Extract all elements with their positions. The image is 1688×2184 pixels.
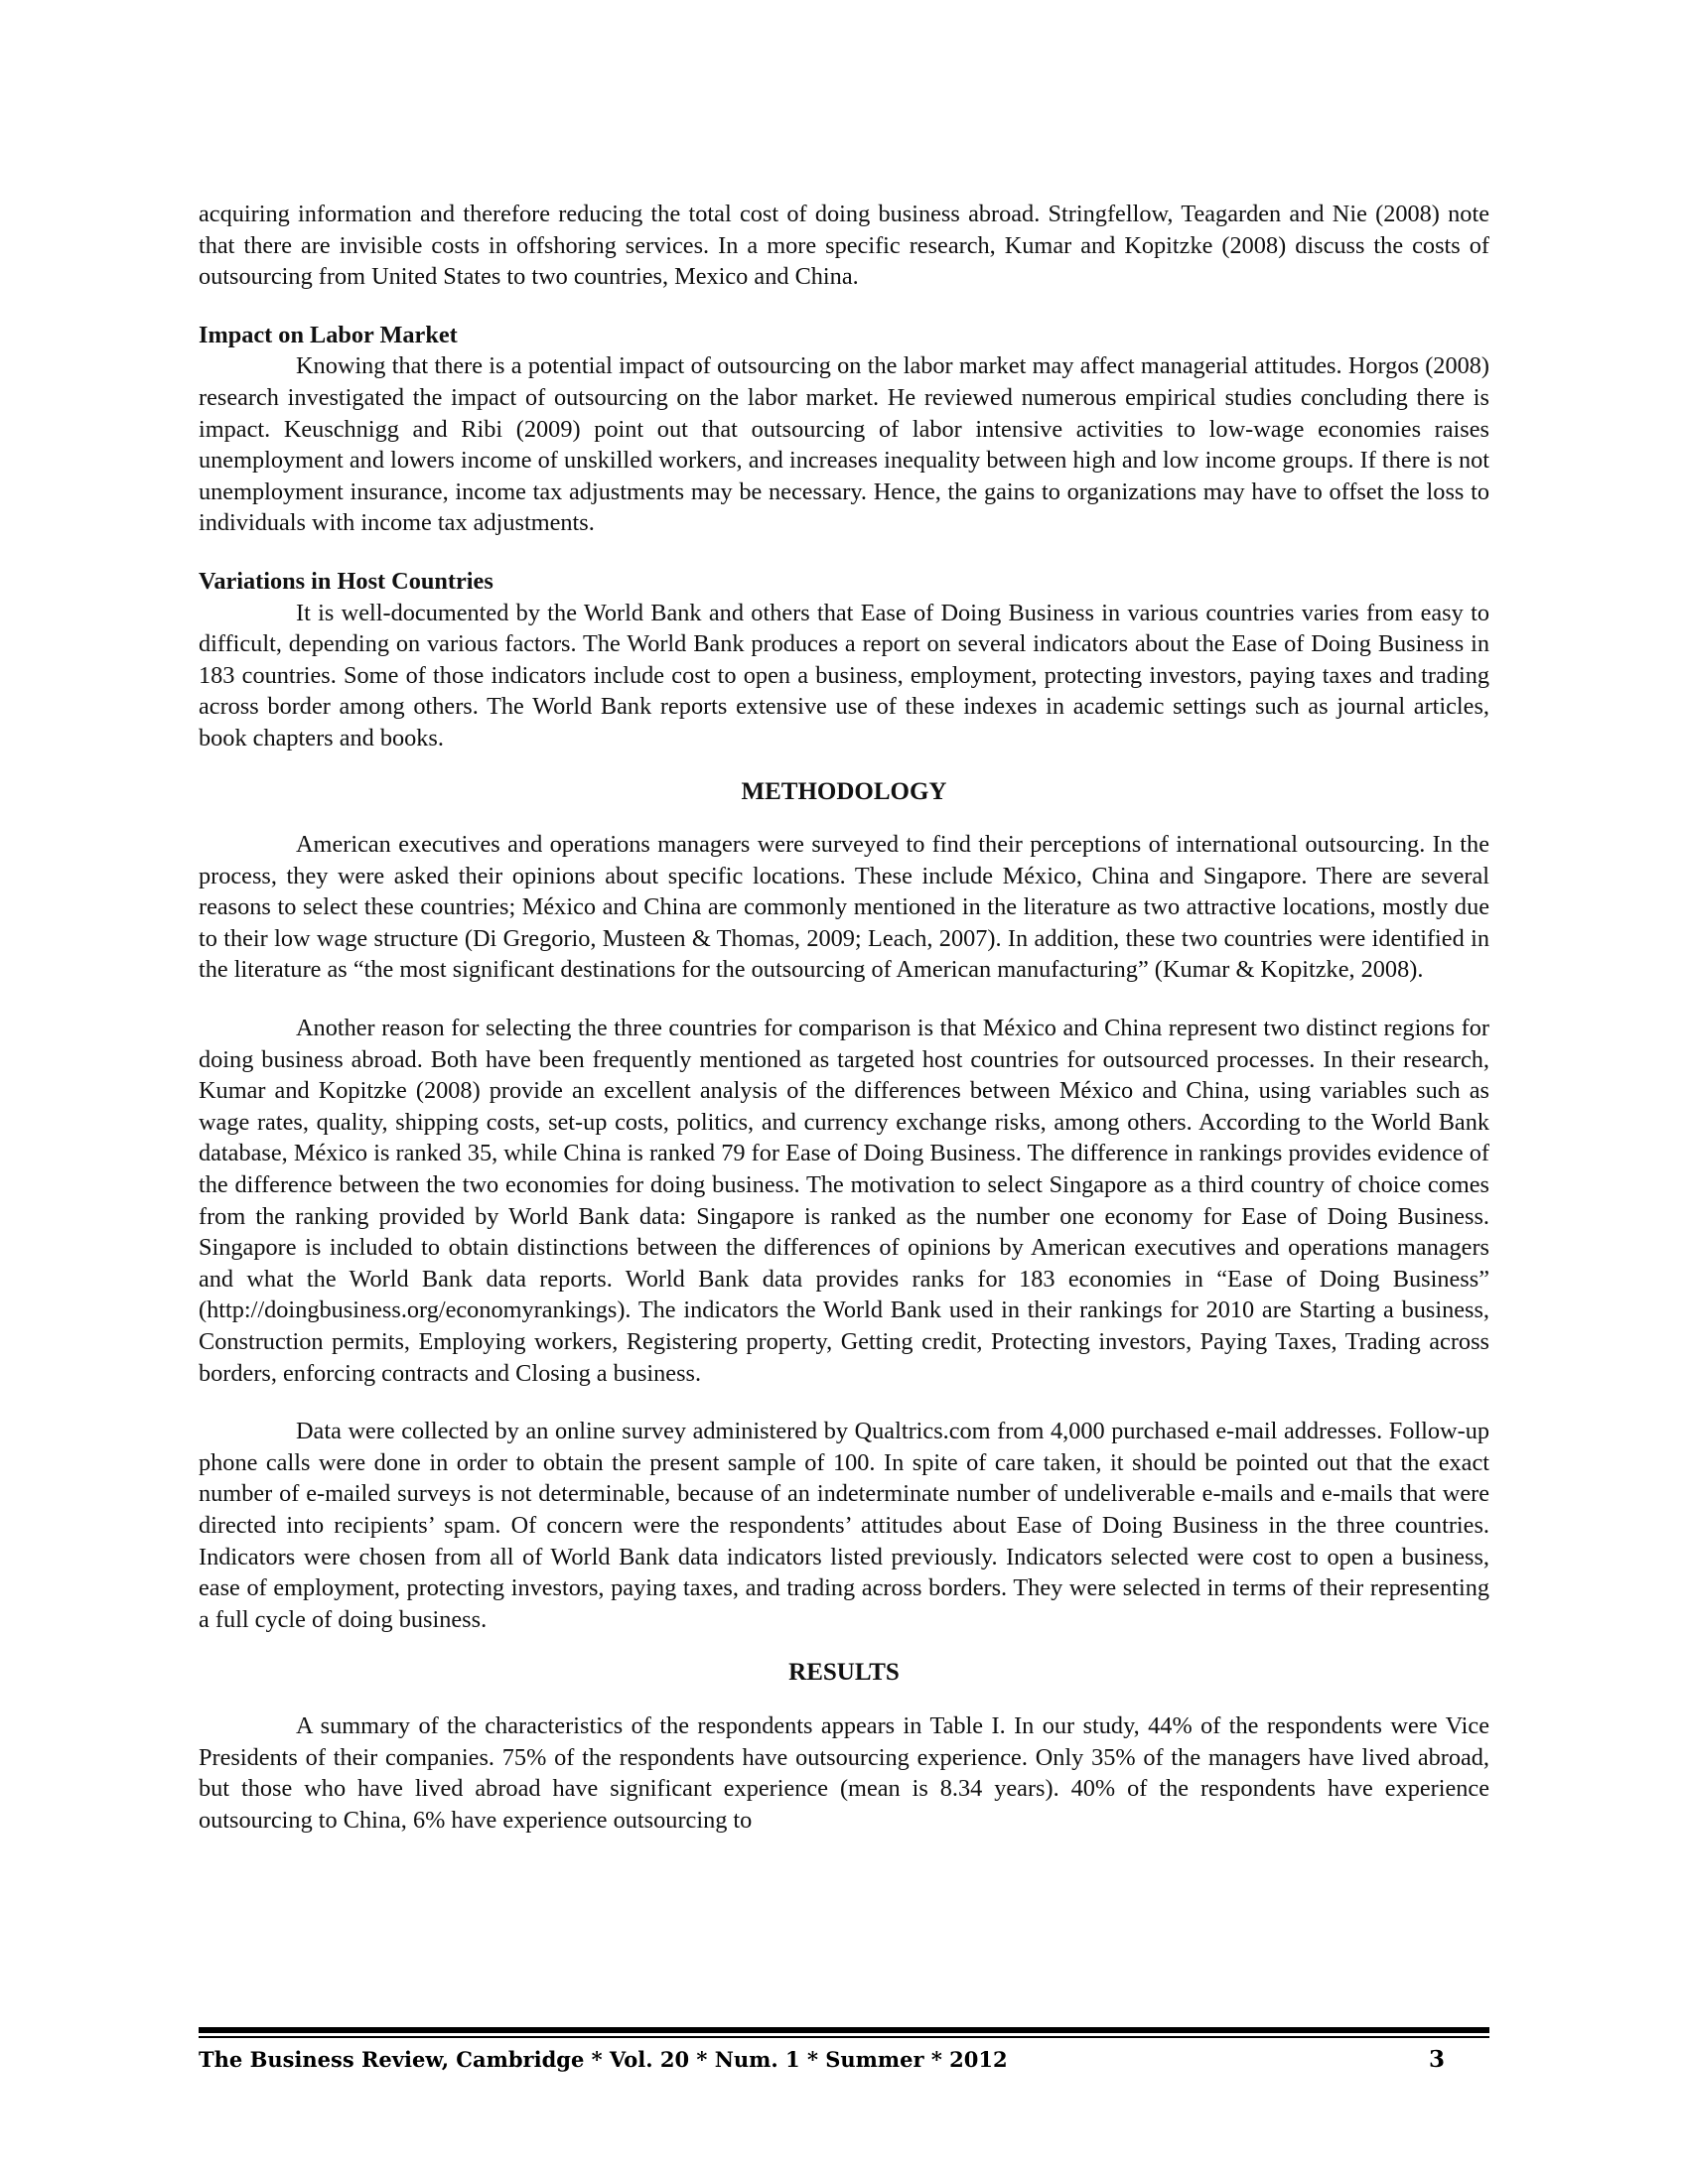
results-heading: RESULTS: [788, 1659, 900, 1687]
host-countries-paragraph: It is well-documented by the World Bank and others that Ease of Doing Business in various countries varies from easy to difficult, depending on various factors. The World Bank produces a report on several indicators about the Ease of Doing Business in 183 countries. Some of those indicators include cost to open a business, employment, protecting investors, paying taxes and trading across border among others. The World Bank reports extensive use of these indexes in academic settings such as journal articles, book chapters and books.: [199, 599, 1489, 751]
page-body: [199, 199, 1489, 1836]
labor-market-heading: Impact on Labor Market: [199, 321, 458, 348]
methodology-heading: METHODOLOGY: [741, 777, 947, 805]
page-number: 3: [1428, 2046, 1445, 2073]
intro-paragraph: acquiring information and therefore reducing the total cost of doing business abroad. Stringfellow, Teagarden and Nie (2008) note that there are invisible costs in offshoring services. In a more specific research, Kumar and Kopitzke (2008) discuss the costs of outsourcing from United States to two countries, Mexico and China.: [199, 201, 1489, 291]
methodology-paragraph-3: Data were collected by an online survey administered by Qualtrics.com from 4,000 purchased e-mail addresses. Follow-up phone calls were done in order to obtain the present sample of 100. In spite of care taken, it should be pointed out that the exact number of e-mailed surveys is not determinable, because of an indeterminate number of undeliverable e-mails and e-mails that were directed into recipients’ spam. Of concern were the respondents’ attitudes about Ease of Doing Business in the three countries. Indicators were chosen from all of World Bank data indicators listed previously. Indicators selected were cost to open a business, ease of employment, protecting investors, paying taxes, and trading across borders. They were selected in terms of their representing a full cycle of doing business.: [199, 1418, 1489, 1633]
footer-row: [199, 2046, 1489, 2073]
journal-citation: The Business Review, Cambridge * Vol. 20 * Num. 1 * Summer * 2012: [199, 2047, 1008, 2072]
footer-rule-thin: [199, 2036, 1489, 2038]
results-paragraph: A summary of the characteristics of the respondents appears in Table I. In our study, 44% of the respondents were Vice Presidents of their companies. 75% of the respondents have outsourcing experience. Only 35% of the managers have lived abroad, but those who have lived abroad have significant experience (mean is 8.34 years). 40% of the respondents have experience outsourcing to China, 6% have experience outsourcing to: [199, 1711, 1489, 1834]
page-footer: [199, 2027, 1489, 2073]
footer-rule-thick: [199, 2027, 1489, 2033]
methodology-paragraph-1: American executives and operations managers were surveyed to find their perceptions of international outsourcing. In the process, they were asked their opinions about specific locations. These include México, China and Singapore. There are several reasons to select these countries; México and China are commonly mentioned in the literature as two attractive locations, mostly due to their low wage structure (Di Gregorio, Musteen & Thomas, 2009; Leach, 2007). In addition, these two countries were identified in the literature as “the most significant destinations for the outsourcing of American manufacturing” (Kumar & Kopitzke, 2008).: [199, 831, 1489, 984]
host-countries-heading: Variations in Host Countries: [199, 567, 493, 595]
methodology-paragraph-2: Another reason for selecting the three countries for comparison is that México and China represent two distinct regions for doing business abroad. Both have been frequently mentioned as targeted host countries for outsourced processes. In their research, Kumar and Kopitzke (2008) provide an excellent analysis of the differences between México and China, using variables such as wage rates, quality, shipping costs, set-up costs, politics, and currency exchange risks, among others. According to the World Bank database, México is ranked 35, while China is ranked 79 for Ease of Doing Business. The difference in rankings provides evidence of the difference between the two economies for doing business. The motivation to select Singapore as a third country of choice comes from the ranking provided by World Bank data: Singapore is ranked as the number one economy for Ease of Doing Business. Singapore is included to obtain distinctions between the differences of opinions by American executives and operations managers and what the World Bank data reports. World Bank data provides ranks for 183 economies in “Ease of Doing Business” (http://doingbusiness.org/economyrankings). The indicators the World Bank used in their rankings for 2010 are Starting a business, Construction permits, Employing workers, Registering property, Getting credit, Protecting investors, Paying Taxes, Trading across borders, enforcing contracts and Closing a business.: [199, 1015, 1489, 1387]
labor-market-paragraph: Knowing that there is a potential impact of outsourcing on the labor market may affect managerial attitudes. Horgos (2008) research investigated the impact of outsourcing on the labor market. He reviewed numerous empirical studies concluding there is impact. Keuschnigg and Ribi (2009) point out that outsourcing of labor intensive activities to low-wage economies raises unemployment and lowers income of unskilled workers, and increases inequality between high and low income groups. If there is not unemployment insurance, income tax adjustments may be necessary. Hence, the gains to organizations may have to offset the loss to individuals with income tax adjustments.: [199, 352, 1489, 537]
